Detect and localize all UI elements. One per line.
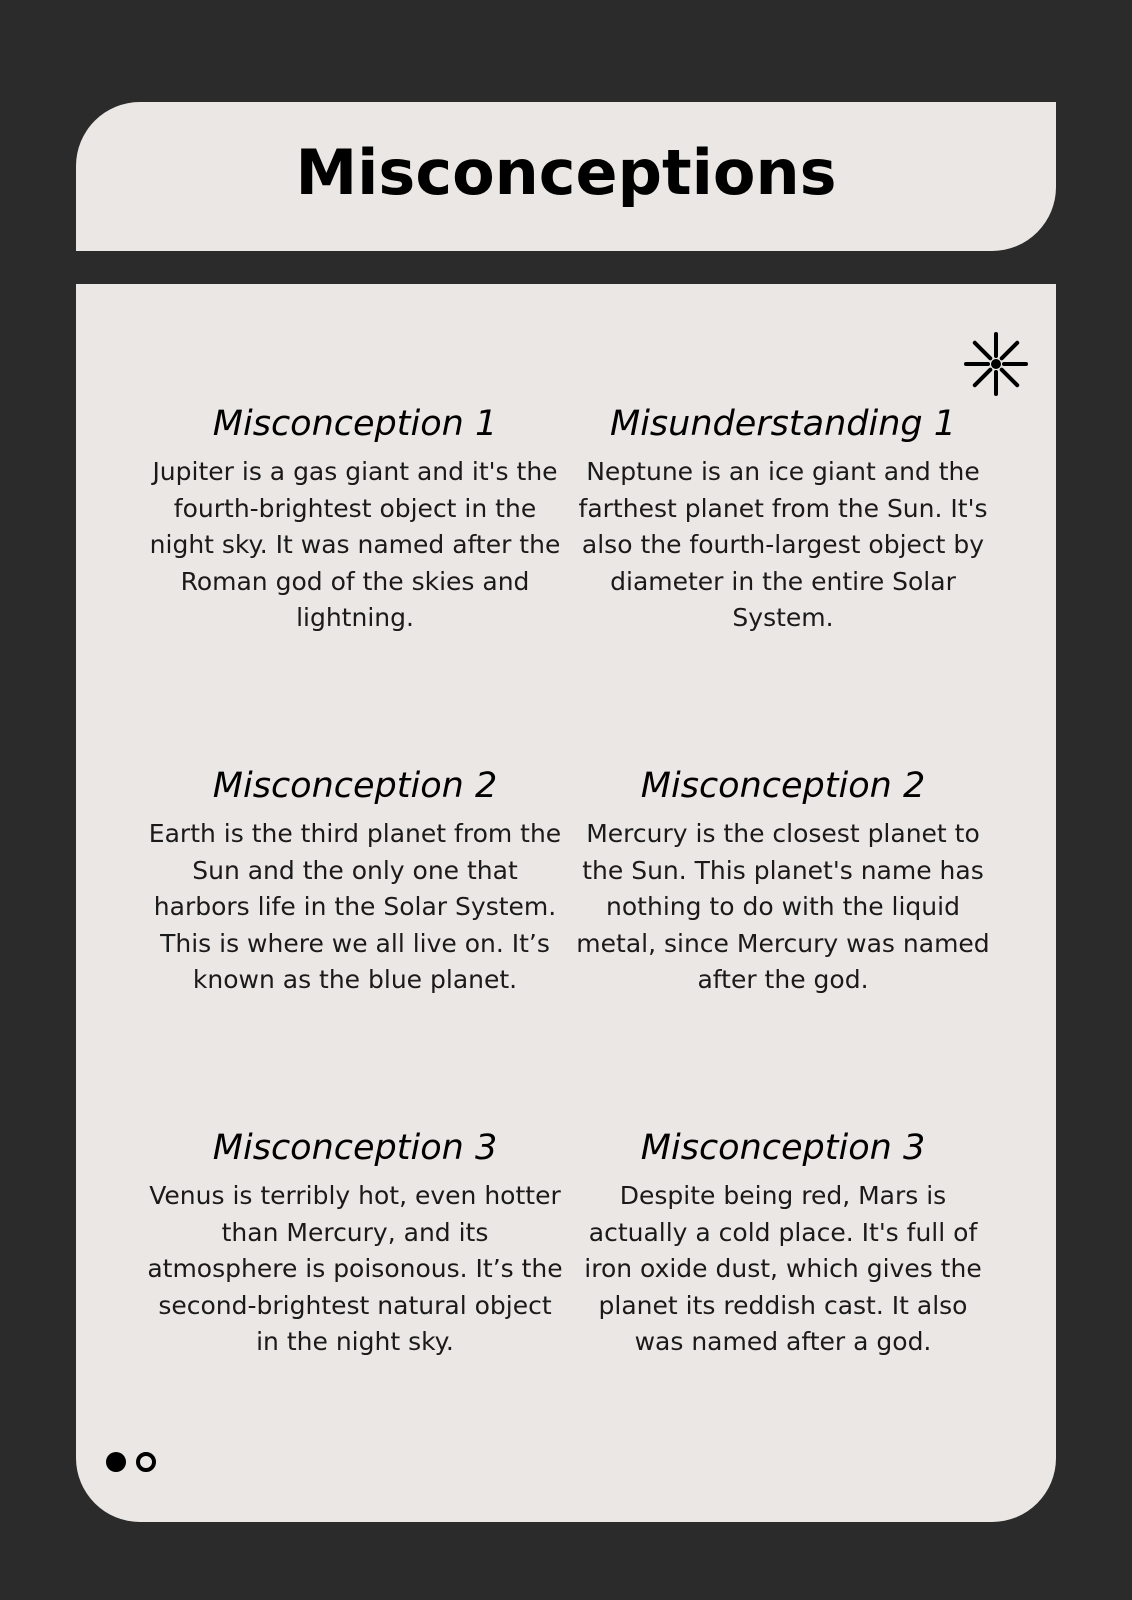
item-text: Neptune is an ice giant and the farthest planet from the Sun. It's also the fourth-largest object by diameter in the entire Solar System. — [578, 457, 988, 633]
item-text: Venus is terribly hot, even hotter than Mercury, and its atmosphere is poisonous. It’s the second-brightest natural object in the night sky. — [147, 1181, 563, 1357]
page-title: Misconceptions — [295, 136, 837, 209]
misconception-block — [573, 402, 993, 637]
item-text: Mercury is the closest planet to the Sun. This planet's name has nothing to do with the liquid metal, since Mercury was named after the god. — [576, 819, 990, 995]
item-text: Despite being red, Mars is actually a cold place. It's full of iron oxide dust, which gives the planet its reddish cast. It also was named after a god. — [584, 1181, 982, 1357]
item-text: Earth is the third planet from the Sun and the only one that harbors life in the Solar System. This is where we all live on. It’s known as the blue planet. — [148, 819, 562, 995]
content-card — [76, 284, 1056, 1522]
asterisk-burst-icon — [964, 332, 1028, 396]
misconception-block — [145, 1126, 565, 1361]
item-title: Misconception 1 — [212, 404, 498, 444]
item-text: Jupiter is a gas giant and it's the fourth-brightest object in the night sky. It was named after the Roman god of the skies and lightning. — [149, 457, 561, 633]
misconception-block — [145, 764, 565, 999]
item-title: Misconception 2 — [212, 766, 498, 806]
header-card — [76, 102, 1056, 251]
item-title: Misconception 3 — [640, 1128, 926, 1168]
item-title: Misconception 2 — [640, 766, 926, 806]
item-title: Misunderstanding 1 — [610, 404, 956, 444]
pager-dots — [106, 1452, 156, 1472]
item-title: Misconception 3 — [212, 1128, 498, 1168]
pager-dot-empty — [136, 1452, 156, 1472]
misconception-block — [573, 1126, 993, 1361]
misconception-block — [573, 764, 993, 999]
pager-dot-filled — [106, 1452, 126, 1472]
misconception-block — [145, 402, 565, 637]
